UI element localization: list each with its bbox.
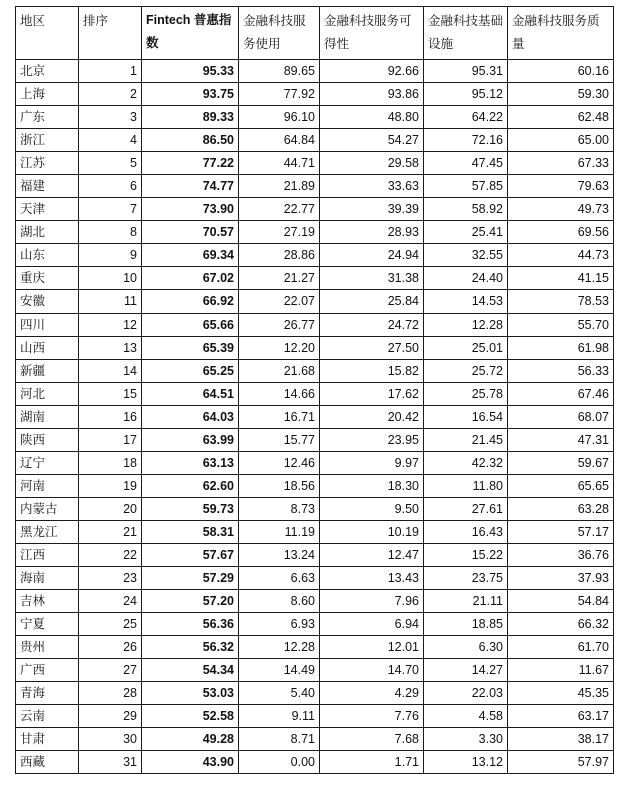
infrastructure-cell: 32.55 <box>424 244 508 267</box>
fintech-index-cell: 70.57 <box>142 221 239 244</box>
infrastructure-cell: 23.75 <box>424 567 508 590</box>
service-availability-cell: 18.30 <box>320 474 424 497</box>
rank-cell: 8 <box>79 221 142 244</box>
service-usage-cell: 89.65 <box>239 60 320 83</box>
fintech-index-cell: 65.39 <box>142 336 239 359</box>
table-row <box>16 290 614 313</box>
service-usage-cell: 12.20 <box>239 336 320 359</box>
service-availability-cell: 4.29 <box>320 682 424 705</box>
rank-cell: 31 <box>79 751 142 774</box>
service-usage-cell: 11.19 <box>239 520 320 543</box>
region-cell: 陕西 <box>16 428 79 451</box>
region-cell: 吉林 <box>16 590 79 613</box>
region-cell: 安徽 <box>16 290 79 313</box>
region-cell: 辽宁 <box>16 451 79 474</box>
rank-cell: 4 <box>79 129 142 152</box>
rank-cell: 18 <box>79 451 142 474</box>
infrastructure-cell: 16.54 <box>424 405 508 428</box>
table-row <box>16 543 614 566</box>
service-usage-cell: 8.71 <box>239 728 320 751</box>
service-availability-cell: 1.71 <box>320 751 424 774</box>
service-quality-cell: 60.16 <box>508 60 614 83</box>
service-usage-cell: 77.92 <box>239 83 320 106</box>
service-availability-cell: 48.80 <box>320 106 424 129</box>
fintech-index-cell: 86.50 <box>142 129 239 152</box>
infrastructure-cell: 3.30 <box>424 728 508 751</box>
service-quality-cell: 41.15 <box>508 267 614 290</box>
service-quality-cell: 11.67 <box>508 659 614 682</box>
infrastructure-cell: 57.85 <box>424 175 508 198</box>
infrastructure-cell: 72.16 <box>424 129 508 152</box>
rank-cell: 25 <box>79 613 142 636</box>
region-cell: 福建 <box>16 175 79 198</box>
region-cell: 江苏 <box>16 152 79 175</box>
service-usage-cell: 18.56 <box>239 474 320 497</box>
region-cell: 海南 <box>16 567 79 590</box>
rank-cell: 23 <box>79 567 142 590</box>
fintech-index-cell: 65.66 <box>142 313 239 336</box>
service-availability-cell: 25.84 <box>320 290 424 313</box>
table-row <box>16 497 614 520</box>
table-row <box>16 659 614 682</box>
service-availability-cell: 31.38 <box>320 267 424 290</box>
region-cell: 宁夏 <box>16 613 79 636</box>
header-infrastructure: 金融科技基础设施 <box>424 7 508 60</box>
fintech-index-cell: 54.34 <box>142 659 239 682</box>
fintech-index-cell: 95.33 <box>142 60 239 83</box>
service-usage-cell: 15.77 <box>239 428 320 451</box>
service-usage-cell: 0.00 <box>239 751 320 774</box>
service-usage-cell: 96.10 <box>239 106 320 129</box>
service-quality-cell: 65.00 <box>508 129 614 152</box>
service-availability-cell: 9.97 <box>320 451 424 474</box>
table-row <box>16 474 614 497</box>
service-quality-cell: 67.46 <box>508 382 614 405</box>
rank-cell: 12 <box>79 313 142 336</box>
service-quality-cell: 65.65 <box>508 474 614 497</box>
region-cell: 湖北 <box>16 221 79 244</box>
service-availability-cell: 10.19 <box>320 520 424 543</box>
fintech-index-cell: 58.31 <box>142 520 239 543</box>
region-cell: 青海 <box>16 682 79 705</box>
table-row <box>16 221 614 244</box>
header-row <box>16 7 614 60</box>
service-usage-cell: 27.19 <box>239 221 320 244</box>
service-usage-cell: 12.46 <box>239 451 320 474</box>
service-usage-cell: 12.28 <box>239 636 320 659</box>
service-availability-cell: 7.68 <box>320 728 424 751</box>
service-quality-cell: 79.63 <box>508 175 614 198</box>
region-cell: 山西 <box>16 336 79 359</box>
service-usage-cell: 6.63 <box>239 567 320 590</box>
rank-cell: 10 <box>79 267 142 290</box>
region-cell: 天津 <box>16 198 79 221</box>
service-quality-cell: 44.73 <box>508 244 614 267</box>
service-availability-cell: 7.96 <box>320 590 424 613</box>
rank-cell: 15 <box>79 382 142 405</box>
infrastructure-cell: 6.30 <box>424 636 508 659</box>
fintech-index-cell: 57.20 <box>142 590 239 613</box>
fintech-index-cell: 64.03 <box>142 405 239 428</box>
table-row <box>16 705 614 728</box>
service-usage-cell: 22.07 <box>239 290 320 313</box>
service-usage-cell: 28.86 <box>239 244 320 267</box>
service-availability-cell: 28.93 <box>320 221 424 244</box>
rank-cell: 26 <box>79 636 142 659</box>
table-row <box>16 198 614 221</box>
infrastructure-cell: 22.03 <box>424 682 508 705</box>
rank-cell: 2 <box>79 83 142 106</box>
service-quality-cell: 45.35 <box>508 682 614 705</box>
rank-cell: 27 <box>79 659 142 682</box>
service-availability-cell: 33.63 <box>320 175 424 198</box>
service-quality-cell: 78.53 <box>508 290 614 313</box>
service-availability-cell: 20.42 <box>320 405 424 428</box>
rank-cell: 29 <box>79 705 142 728</box>
region-cell: 浙江 <box>16 129 79 152</box>
rank-cell: 16 <box>79 405 142 428</box>
fintech-index-cell: 63.99 <box>142 428 239 451</box>
infrastructure-cell: 95.12 <box>424 83 508 106</box>
rank-cell: 21 <box>79 520 142 543</box>
fintech-index-cell: 64.51 <box>142 382 239 405</box>
service-quality-cell: 59.67 <box>508 451 614 474</box>
infrastructure-cell: 58.92 <box>424 198 508 221</box>
service-availability-cell: 24.72 <box>320 313 424 336</box>
rank-cell: 6 <box>79 175 142 198</box>
service-quality-cell: 61.70 <box>508 636 614 659</box>
table-row <box>16 60 614 83</box>
service-availability-cell: 23.95 <box>320 428 424 451</box>
rank-cell: 13 <box>79 336 142 359</box>
region-cell: 西藏 <box>16 751 79 774</box>
region-cell: 黑龙江 <box>16 520 79 543</box>
service-quality-cell: 67.33 <box>508 152 614 175</box>
service-usage-cell: 6.93 <box>239 613 320 636</box>
header-service-availability: 金融科技服务可得性 <box>320 7 424 60</box>
fintech-index-cell: 43.90 <box>142 751 239 774</box>
infrastructure-cell: 64.22 <box>424 106 508 129</box>
region-cell: 湖南 <box>16 405 79 428</box>
region-cell: 江西 <box>16 543 79 566</box>
rank-cell: 7 <box>79 198 142 221</box>
fintech-index-cell: 59.73 <box>142 497 239 520</box>
service-quality-cell: 37.93 <box>508 567 614 590</box>
table-row <box>16 244 614 267</box>
fintech-index-cell: 93.75 <box>142 83 239 106</box>
infrastructure-cell: 95.31 <box>424 60 508 83</box>
fintech-index-cell: 77.22 <box>142 152 239 175</box>
table-row <box>16 751 614 774</box>
service-quality-cell: 68.07 <box>508 405 614 428</box>
rank-cell: 20 <box>79 497 142 520</box>
service-usage-cell: 21.68 <box>239 359 320 382</box>
fintech-index-cell: 62.60 <box>142 474 239 497</box>
table-row <box>16 152 614 175</box>
infrastructure-cell: 18.85 <box>424 613 508 636</box>
rank-cell: 17 <box>79 428 142 451</box>
service-availability-cell: 12.01 <box>320 636 424 659</box>
service-usage-cell: 14.66 <box>239 382 320 405</box>
infrastructure-cell: 42.32 <box>424 451 508 474</box>
service-quality-cell: 57.17 <box>508 520 614 543</box>
fintech-index-cell: 67.02 <box>142 267 239 290</box>
fintech-index-cell: 52.58 <box>142 705 239 728</box>
rank-cell: 1 <box>79 60 142 83</box>
table-row <box>16 267 614 290</box>
region-cell: 甘肃 <box>16 728 79 751</box>
table-row <box>16 175 614 198</box>
table-row <box>16 106 614 129</box>
service-availability-cell: 24.94 <box>320 244 424 267</box>
infrastructure-cell: 25.41 <box>424 221 508 244</box>
service-availability-cell: 13.43 <box>320 567 424 590</box>
service-availability-cell: 54.27 <box>320 129 424 152</box>
table-row <box>16 520 614 543</box>
service-quality-cell: 63.28 <box>508 497 614 520</box>
region-cell: 山东 <box>16 244 79 267</box>
service-availability-cell: 6.94 <box>320 613 424 636</box>
service-availability-cell: 12.47 <box>320 543 424 566</box>
header-region: 地区 <box>16 7 79 60</box>
region-cell: 河南 <box>16 474 79 497</box>
fintech-index-cell: 49.28 <box>142 728 239 751</box>
infrastructure-cell: 15.22 <box>424 543 508 566</box>
fintech-index-cell: 73.90 <box>142 198 239 221</box>
rank-cell: 24 <box>79 590 142 613</box>
table-row <box>16 359 614 382</box>
service-availability-cell: 29.58 <box>320 152 424 175</box>
rank-cell: 3 <box>79 106 142 129</box>
service-quality-cell: 55.70 <box>508 313 614 336</box>
fintech-index-cell: 65.25 <box>142 359 239 382</box>
service-quality-cell: 66.32 <box>508 613 614 636</box>
service-availability-cell: 15.82 <box>320 359 424 382</box>
header-fintech-index: Fintech 普惠指数 <box>142 7 239 60</box>
service-usage-cell: 21.89 <box>239 175 320 198</box>
region-cell: 北京 <box>16 60 79 83</box>
table-row <box>16 451 614 474</box>
table-row <box>16 428 614 451</box>
service-availability-cell: 27.50 <box>320 336 424 359</box>
service-availability-cell: 39.39 <box>320 198 424 221</box>
infrastructure-cell: 21.11 <box>424 590 508 613</box>
table-row <box>16 682 614 705</box>
fintech-index-cell: 89.33 <box>142 106 239 129</box>
service-usage-cell: 5.40 <box>239 682 320 705</box>
header-rank: 排序 <box>79 7 142 60</box>
infrastructure-cell: 24.40 <box>424 267 508 290</box>
service-quality-cell: 61.98 <box>508 336 614 359</box>
table-row <box>16 590 614 613</box>
service-quality-cell: 49.73 <box>508 198 614 221</box>
service-usage-cell: 13.24 <box>239 543 320 566</box>
service-usage-cell: 21.27 <box>239 267 320 290</box>
service-usage-cell: 8.60 <box>239 590 320 613</box>
infrastructure-cell: 16.43 <box>424 520 508 543</box>
infrastructure-cell: 47.45 <box>424 152 508 175</box>
region-cell: 上海 <box>16 83 79 106</box>
rank-cell: 28 <box>79 682 142 705</box>
infrastructure-cell: 4.58 <box>424 705 508 728</box>
rank-cell: 9 <box>79 244 142 267</box>
rank-cell: 14 <box>79 359 142 382</box>
service-quality-cell: 59.30 <box>508 83 614 106</box>
infrastructure-cell: 25.72 <box>424 359 508 382</box>
infrastructure-cell: 27.61 <box>424 497 508 520</box>
infrastructure-cell: 21.45 <box>424 428 508 451</box>
service-usage-cell: 22.77 <box>239 198 320 221</box>
service-quality-cell: 69.56 <box>508 221 614 244</box>
header-service-usage: 金融科技服务使用 <box>239 7 320 60</box>
table-row <box>16 405 614 428</box>
fintech-index-cell: 69.34 <box>142 244 239 267</box>
rank-cell: 19 <box>79 474 142 497</box>
fintech-index-table <box>15 6 614 774</box>
table-row <box>16 83 614 106</box>
region-cell: 新疆 <box>16 359 79 382</box>
table-row <box>16 636 614 659</box>
service-quality-cell: 36.76 <box>508 543 614 566</box>
region-cell: 云南 <box>16 705 79 728</box>
infrastructure-cell: 25.01 <box>424 336 508 359</box>
fintech-index-cell: 63.13 <box>142 451 239 474</box>
service-usage-cell: 26.77 <box>239 313 320 336</box>
region-cell: 四川 <box>16 313 79 336</box>
header-service-quality: 金融科技服务质量 <box>508 7 614 60</box>
service-quality-cell: 62.48 <box>508 106 614 129</box>
fintech-index-cell: 66.92 <box>142 290 239 313</box>
service-usage-cell: 14.49 <box>239 659 320 682</box>
table-row <box>16 313 614 336</box>
fintech-index-cell: 56.32 <box>142 636 239 659</box>
region-cell: 贵州 <box>16 636 79 659</box>
region-cell: 广西 <box>16 659 79 682</box>
fintech-index-cell: 74.77 <box>142 175 239 198</box>
service-quality-cell: 54.84 <box>508 590 614 613</box>
service-availability-cell: 93.86 <box>320 83 424 106</box>
table-row <box>16 336 614 359</box>
rank-cell: 30 <box>79 728 142 751</box>
service-quality-cell: 63.17 <box>508 705 614 728</box>
service-availability-cell: 17.62 <box>320 382 424 405</box>
service-availability-cell: 14.70 <box>320 659 424 682</box>
infrastructure-cell: 25.78 <box>424 382 508 405</box>
rank-cell: 5 <box>79 152 142 175</box>
fintech-index-cell: 53.03 <box>142 682 239 705</box>
service-quality-cell: 47.31 <box>508 428 614 451</box>
rank-cell: 22 <box>79 543 142 566</box>
service-usage-cell: 8.73 <box>239 497 320 520</box>
service-usage-cell: 64.84 <box>239 129 320 152</box>
service-quality-cell: 38.17 <box>508 728 614 751</box>
table-row <box>16 129 614 152</box>
region-cell: 广东 <box>16 106 79 129</box>
infrastructure-cell: 13.12 <box>424 751 508 774</box>
fintech-index-cell: 56.36 <box>142 613 239 636</box>
service-usage-cell: 9.11 <box>239 705 320 728</box>
region-cell: 内蒙古 <box>16 497 79 520</box>
region-cell: 河北 <box>16 382 79 405</box>
region-cell: 重庆 <box>16 267 79 290</box>
infrastructure-cell: 14.27 <box>424 659 508 682</box>
service-quality-cell: 57.97 <box>508 751 614 774</box>
table-row <box>16 613 614 636</box>
service-availability-cell: 92.66 <box>320 60 424 83</box>
fintech-index-cell: 57.67 <box>142 543 239 566</box>
infrastructure-cell: 11.80 <box>424 474 508 497</box>
infrastructure-cell: 14.53 <box>424 290 508 313</box>
table-row <box>16 728 614 751</box>
service-availability-cell: 9.50 <box>320 497 424 520</box>
table-row <box>16 567 614 590</box>
service-usage-cell: 44.71 <box>239 152 320 175</box>
service-quality-cell: 56.33 <box>508 359 614 382</box>
service-usage-cell: 16.71 <box>239 405 320 428</box>
rank-cell: 11 <box>79 290 142 313</box>
infrastructure-cell: 12.28 <box>424 313 508 336</box>
table-row <box>16 382 614 405</box>
fintech-index-cell: 57.29 <box>142 567 239 590</box>
service-availability-cell: 7.76 <box>320 705 424 728</box>
